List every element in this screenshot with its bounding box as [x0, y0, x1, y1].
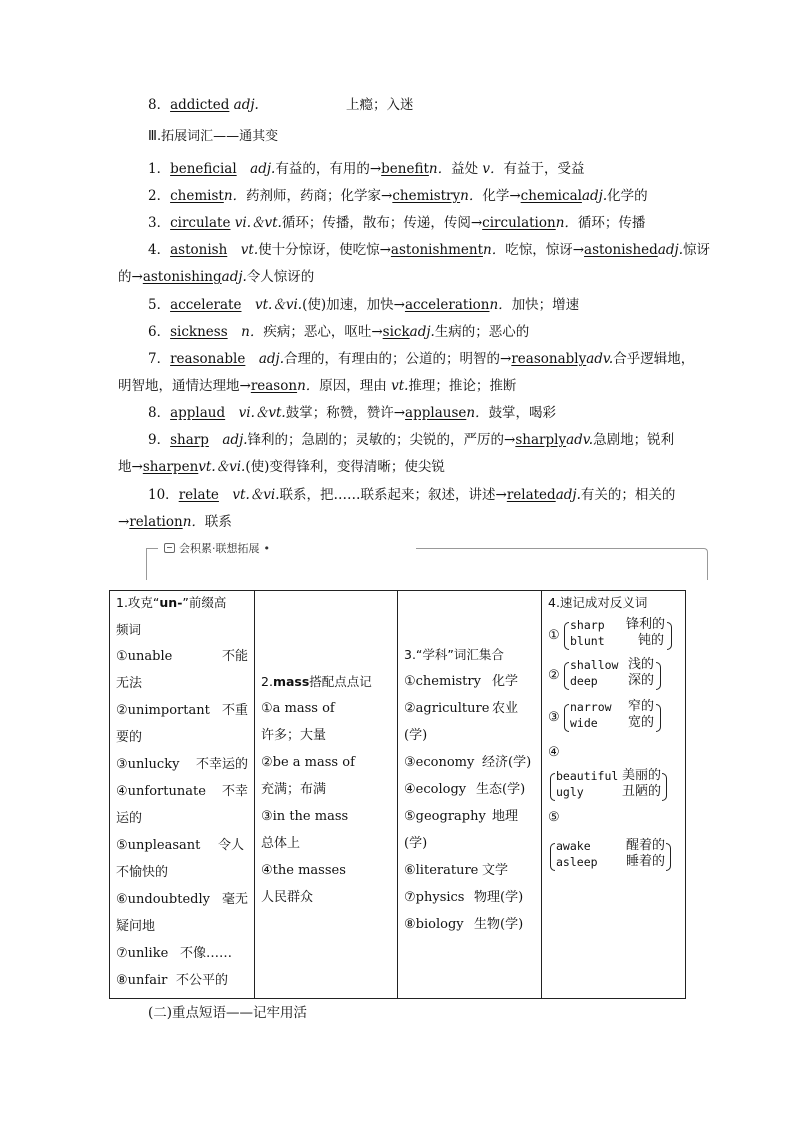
entry-7: 7．reasonable adj.合理的，有理由的；公道的；明智的→reasonablyadv.合乎逻辑地， [148, 351, 695, 367]
section-box-title: 会积累·联想拓展 [179, 542, 260, 555]
entry-8: 8．applaud vi.＆vt.鼓掌；称赞，赞许→applausen．鼓掌，喝彩 [148, 405, 557, 421]
vocab-item-8: 8．addicted adj. [148, 97, 259, 113]
entry-3: 3．circulate vi.＆vt.循环；传播，散布；传递，传阅→circulationn．循环；传播 [148, 215, 646, 231]
col4-title: 4.速记成对反义词 [548, 595, 648, 610]
entry-10: 10．relate vt.＆vi.联系，把……联系起来；叙述，讲述→relatedadj.有关的；相关的 [148, 487, 676, 503]
col1-title: 1.攻克“un-”前缀高 [116, 595, 227, 610]
entry-9: 9．sharp adj.锋利的；急剧的；灵敏的；尖锐的，严厉的→sharplyadv.急剧地；锐利 [148, 432, 675, 448]
entry-5: 5．accelerate vt.＆vi.(使)加速，加快→accelerationn．加快；增速 [148, 297, 580, 313]
table-cell-mass: 2.mass搭配点点记 ①a mass of 许多；大量 ②be a mass of 充满；布满 ③in the mass 总体上 ④the masses 人民群众 [255, 591, 398, 999]
entry-4-cont: 的→astonishingadj.令人惊讶的 [118, 269, 315, 285]
entry-1: 1．beneficial adj.有益的，有用的→benefitn．益处 v．有益于，受益 [148, 161, 585, 177]
entry-4: 4．astonish vt.使十分惊讶，使吃惊→astonishmentn．吃惊，惊讶→astonishedadj.惊讶 [148, 242, 710, 258]
next-section-title: (二)重点短语——记牢用活 [148, 1005, 308, 1021]
entry-7-cont: 明智地，通情达理地→reasonn．原因，理由 vt.推理；推论；推断 [118, 378, 517, 394]
summary-table [109, 590, 686, 999]
entry-2: 2．chemistn．药剂师，药商；化学家→chemistryn．化学→chemicaladj.化学的 [148, 188, 648, 204]
entry-9-cont: 地→sharpenvt.＆vi.(使)变得锋利，变得清晰；使尖锐 [118, 459, 445, 475]
headword: addicted [170, 97, 230, 113]
section-box-header [146, 540, 708, 580]
col2-title: 2.mass搭配点点记 [261, 674, 372, 689]
col3-title: 3.“学科”词汇集合 [404, 647, 504, 662]
section-title: Ⅲ.拓展词汇——通其变 [148, 129, 279, 144]
entry-10-cont: →relationn．联系 [118, 514, 232, 530]
entry-6: 6．sickness n．疾病；恶心，呕吐→sickadj.生病的；恶心的 [148, 324, 530, 340]
table-cell-un-prefix: 1.攻克“un-”前缀高 频词 ①unable 不能 无法 ②unimportant 不重 要的 ③unlucky 不幸运的 ④unfortunate 不幸 运的 ⑤unpleasant 令人 不愉快的 ⑥undoubtedly 毫无 疑问地 ⑦unlike 不像…… ⑧unfair 不公平的 [110, 591, 255, 999]
dot-icon: • [263, 541, 270, 555]
notebook-icon [164, 543, 175, 553]
vocab-item-8-meaning: 上瘾；入迷 [346, 97, 414, 113]
table-cell-antonyms: 4.速记成对反义词 ① sharp 锋利的 blunt 钝的 ② shallow 浅的 deep 深的 ③ narrow 窄的 wide 宽的 ④ beautiful 美丽的 ugly 丑陋的 ⑤ awake 醒着的 asleep 睡着的 [542, 591, 686, 999]
table-cell-subjects: 3.“学科”词汇集合 ①chemistry 化学 ②agriculture 农业 (学) ③economy 经济(学) ④ecology 生态(学) ⑤geography 地理 (学) ⑥literature 文学 ⑦physics 物理(学) ⑧biology 生物(学) [398, 591, 542, 999]
